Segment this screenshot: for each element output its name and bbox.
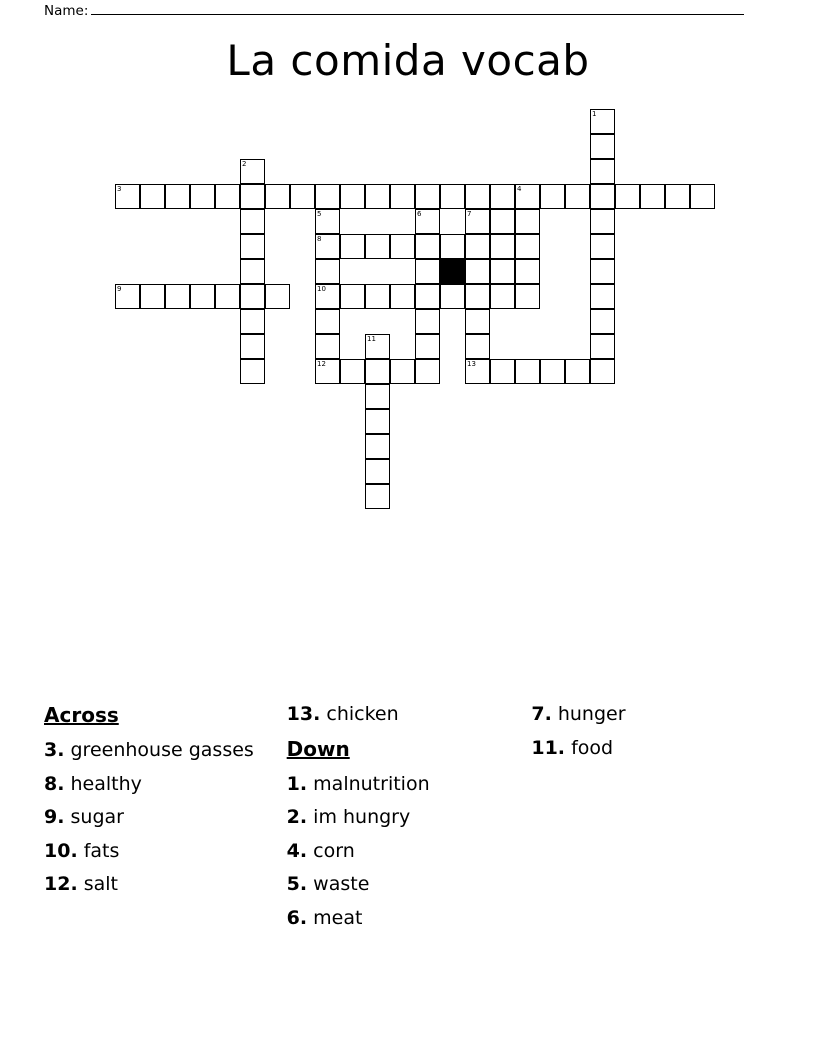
grid-cell[interactable] bbox=[440, 184, 465, 209]
grid-cell[interactable] bbox=[215, 184, 240, 209]
down-heading: Down bbox=[286, 736, 350, 761]
clue-item bbox=[287, 868, 532, 902]
clue-item bbox=[44, 734, 287, 768]
grid-cell-number: 13 bbox=[467, 360, 476, 368]
grid-cell[interactable] bbox=[415, 184, 440, 209]
grid-cell-number: 5 bbox=[317, 210, 322, 218]
grid-cell[interactable] bbox=[440, 234, 465, 259]
clue-item bbox=[44, 868, 287, 902]
grid-cell[interactable] bbox=[490, 234, 515, 259]
grid-cell[interactable] bbox=[490, 184, 515, 209]
clue-number: 8. bbox=[44, 772, 65, 795]
grid-cell[interactable] bbox=[140, 184, 165, 209]
grid-cell[interactable] bbox=[365, 359, 390, 384]
grid-cell[interactable] bbox=[240, 159, 265, 184]
grid-cell[interactable] bbox=[665, 184, 690, 209]
grid-cell[interactable] bbox=[240, 359, 265, 384]
clue-number: 7. bbox=[531, 703, 552, 725]
clue-text: waste bbox=[313, 873, 370, 895]
clue-text: food bbox=[571, 736, 614, 759]
grid-cell[interactable] bbox=[265, 284, 290, 309]
grid-cell-number: 8 bbox=[317, 235, 322, 243]
grid-cell[interactable] bbox=[240, 259, 265, 284]
clue-number: 6. bbox=[286, 906, 308, 929]
grid-cell[interactable] bbox=[315, 309, 340, 334]
grid-cell[interactable] bbox=[315, 209, 340, 234]
grid-cell[interactable] bbox=[515, 234, 540, 259]
clue-item bbox=[44, 768, 287, 802]
clue-text: hunger bbox=[557, 703, 626, 725]
grid-cell[interactable] bbox=[365, 459, 390, 484]
grid-cell[interactable] bbox=[390, 184, 415, 209]
grid-cell[interactable] bbox=[190, 284, 215, 309]
grid-cell[interactable] bbox=[465, 359, 490, 384]
grid-cell[interactable] bbox=[240, 234, 265, 259]
grid-cell[interactable] bbox=[240, 334, 265, 359]
grid-cell[interactable] bbox=[515, 259, 540, 284]
page-title: La comida vocab bbox=[226, 36, 590, 85]
grid-cell[interactable] bbox=[315, 234, 340, 259]
grid-cell[interactable] bbox=[240, 184, 265, 209]
clue-item bbox=[287, 835, 532, 869]
grid-cell[interactable] bbox=[415, 259, 440, 284]
clue-number: 12. bbox=[44, 873, 78, 895]
grid-cell[interactable] bbox=[565, 184, 590, 209]
clue-column-3 bbox=[531, 698, 774, 935]
grid-cell[interactable] bbox=[115, 184, 140, 209]
grid-cell[interactable] bbox=[515, 359, 540, 384]
clue-number: 9. bbox=[44, 806, 65, 828]
clue-number: 3. bbox=[44, 739, 65, 761]
grid-cell[interactable] bbox=[590, 209, 615, 234]
grid-cell[interactable] bbox=[415, 209, 440, 234]
grid-cell[interactable] bbox=[565, 359, 590, 384]
clue-number: 1. bbox=[286, 772, 308, 795]
grid-cell[interactable] bbox=[340, 234, 365, 259]
clue-text: meat bbox=[313, 906, 363, 929]
grid-cell[interactable] bbox=[315, 359, 340, 384]
grid-cell[interactable] bbox=[190, 184, 215, 209]
clue-item bbox=[44, 801, 287, 835]
grid-cell[interactable] bbox=[140, 284, 165, 309]
grid-cell[interactable] bbox=[465, 209, 490, 234]
grid-cell[interactable] bbox=[390, 359, 415, 384]
grid-cell[interactable] bbox=[465, 259, 490, 284]
grid-cell[interactable] bbox=[590, 184, 615, 209]
grid-cell[interactable] bbox=[115, 284, 140, 309]
grid-cell[interactable] bbox=[490, 359, 515, 384]
clue-item bbox=[287, 801, 532, 835]
grid-cell[interactable] bbox=[365, 409, 390, 434]
grid-cell[interactable] bbox=[590, 134, 615, 159]
grid-cell-number: 11 bbox=[367, 335, 376, 343]
grid-cell[interactable] bbox=[315, 334, 340, 359]
clue-text: corn bbox=[313, 839, 355, 862]
grid-cell[interactable] bbox=[590, 309, 615, 334]
name-label: Name: bbox=[44, 3, 89, 19]
grid-cell[interactable] bbox=[490, 259, 515, 284]
grid-cell[interactable] bbox=[590, 359, 615, 384]
grid-cell-number: 9 bbox=[117, 285, 122, 293]
grid-cell[interactable] bbox=[290, 184, 315, 209]
grid-cell[interactable] bbox=[590, 234, 615, 259]
grid-cell[interactable] bbox=[415, 284, 440, 309]
grid-cell[interactable] bbox=[365, 434, 390, 459]
grid-cell[interactable] bbox=[515, 184, 540, 209]
clue-text: salt bbox=[83, 873, 118, 895]
grid-cell[interactable] bbox=[590, 159, 615, 184]
clue-number: 4. bbox=[286, 839, 308, 862]
grid-cell-number: 1 bbox=[592, 110, 597, 118]
clue-item bbox=[287, 698, 532, 732]
clue-number: 5. bbox=[286, 873, 308, 895]
across-heading: Across bbox=[44, 703, 119, 727]
grid-cell[interactable] bbox=[640, 184, 665, 209]
grid-cell[interactable] bbox=[415, 359, 440, 384]
clue-number: 11. bbox=[531, 736, 566, 759]
clue-text: greenhouse gasses bbox=[70, 739, 254, 761]
grid-cell[interactable] bbox=[540, 359, 565, 384]
grid-cell[interactable] bbox=[490, 284, 515, 309]
clue-number: 13. bbox=[286, 703, 321, 725]
grid-cell[interactable] bbox=[590, 109, 615, 134]
grid-cell-number: 12 bbox=[317, 360, 326, 368]
clue-item bbox=[531, 732, 774, 766]
grid-cell-blocked bbox=[440, 259, 465, 284]
grid-cell[interactable] bbox=[365, 484, 390, 509]
grid-cell[interactable] bbox=[315, 284, 340, 309]
clue-lists bbox=[44, 698, 774, 935]
grid-cell[interactable] bbox=[490, 209, 515, 234]
clue-text: sugar bbox=[70, 806, 124, 828]
grid-cell[interactable] bbox=[415, 309, 440, 334]
clue-item bbox=[287, 902, 532, 936]
clue-item bbox=[287, 768, 532, 802]
grid-cell[interactable] bbox=[365, 384, 390, 409]
clue-number: 2. bbox=[286, 806, 308, 828]
grid-cell-number: 2 bbox=[242, 160, 247, 168]
grid-cell[interactable] bbox=[515, 209, 540, 234]
grid-cell[interactable] bbox=[440, 284, 465, 309]
grid-cell-number: 6 bbox=[417, 210, 422, 218]
grid-cell[interactable] bbox=[165, 284, 190, 309]
grid-cell[interactable] bbox=[690, 184, 715, 209]
grid-cell[interactable] bbox=[465, 184, 490, 209]
grid-cell[interactable] bbox=[465, 309, 490, 334]
grid-cell[interactable] bbox=[215, 284, 240, 309]
grid-cell[interactable] bbox=[590, 259, 615, 284]
grid-cell[interactable] bbox=[415, 334, 440, 359]
grid-cell[interactable] bbox=[165, 184, 190, 209]
clue-item bbox=[531, 698, 774, 732]
grid-cell[interactable] bbox=[340, 359, 365, 384]
clue-text: fats bbox=[83, 839, 120, 862]
grid-cell[interactable] bbox=[390, 234, 415, 259]
grid-cell[interactable] bbox=[315, 184, 340, 209]
clue-text: malnutrition bbox=[313, 772, 430, 795]
grid-cell-number: 3 bbox=[117, 185, 122, 193]
grid-cell[interactable] bbox=[540, 184, 565, 209]
grid-cell[interactable] bbox=[365, 284, 390, 309]
clue-number: 10. bbox=[44, 839, 78, 862]
grid-cell[interactable] bbox=[340, 284, 365, 309]
grid-cell[interactable] bbox=[465, 234, 490, 259]
grid-cell[interactable] bbox=[365, 334, 390, 359]
clue-text: im hungry bbox=[313, 806, 411, 828]
grid-cell[interactable] bbox=[240, 284, 265, 309]
clue-item bbox=[44, 835, 287, 869]
grid-cell[interactable] bbox=[265, 184, 290, 209]
grid-cell[interactable] bbox=[515, 284, 540, 309]
grid-cell[interactable] bbox=[390, 284, 415, 309]
clue-column-2 bbox=[287, 698, 532, 935]
grid-cell[interactable] bbox=[465, 334, 490, 359]
grid-cell[interactable] bbox=[590, 334, 615, 359]
clue-text: healthy bbox=[70, 772, 142, 795]
grid-cell[interactable] bbox=[615, 184, 640, 209]
grid-cell[interactable] bbox=[465, 284, 490, 309]
grid-cell[interactable] bbox=[590, 284, 615, 309]
clue-column-1 bbox=[44, 698, 287, 935]
grid-cell-number: 4 bbox=[517, 185, 522, 193]
grid-cell[interactable] bbox=[240, 209, 265, 234]
grid-cell[interactable] bbox=[365, 184, 390, 209]
grid-cell[interactable] bbox=[315, 259, 340, 284]
grid-cell[interactable] bbox=[365, 234, 390, 259]
grid-cell[interactable] bbox=[240, 309, 265, 334]
grid-cell-number: 10 bbox=[317, 285, 326, 293]
grid-cell-number: 7 bbox=[467, 210, 472, 218]
grid-cell[interactable] bbox=[340, 184, 365, 209]
clue-text: chicken bbox=[326, 703, 399, 725]
grid-cell[interactable] bbox=[415, 234, 440, 259]
